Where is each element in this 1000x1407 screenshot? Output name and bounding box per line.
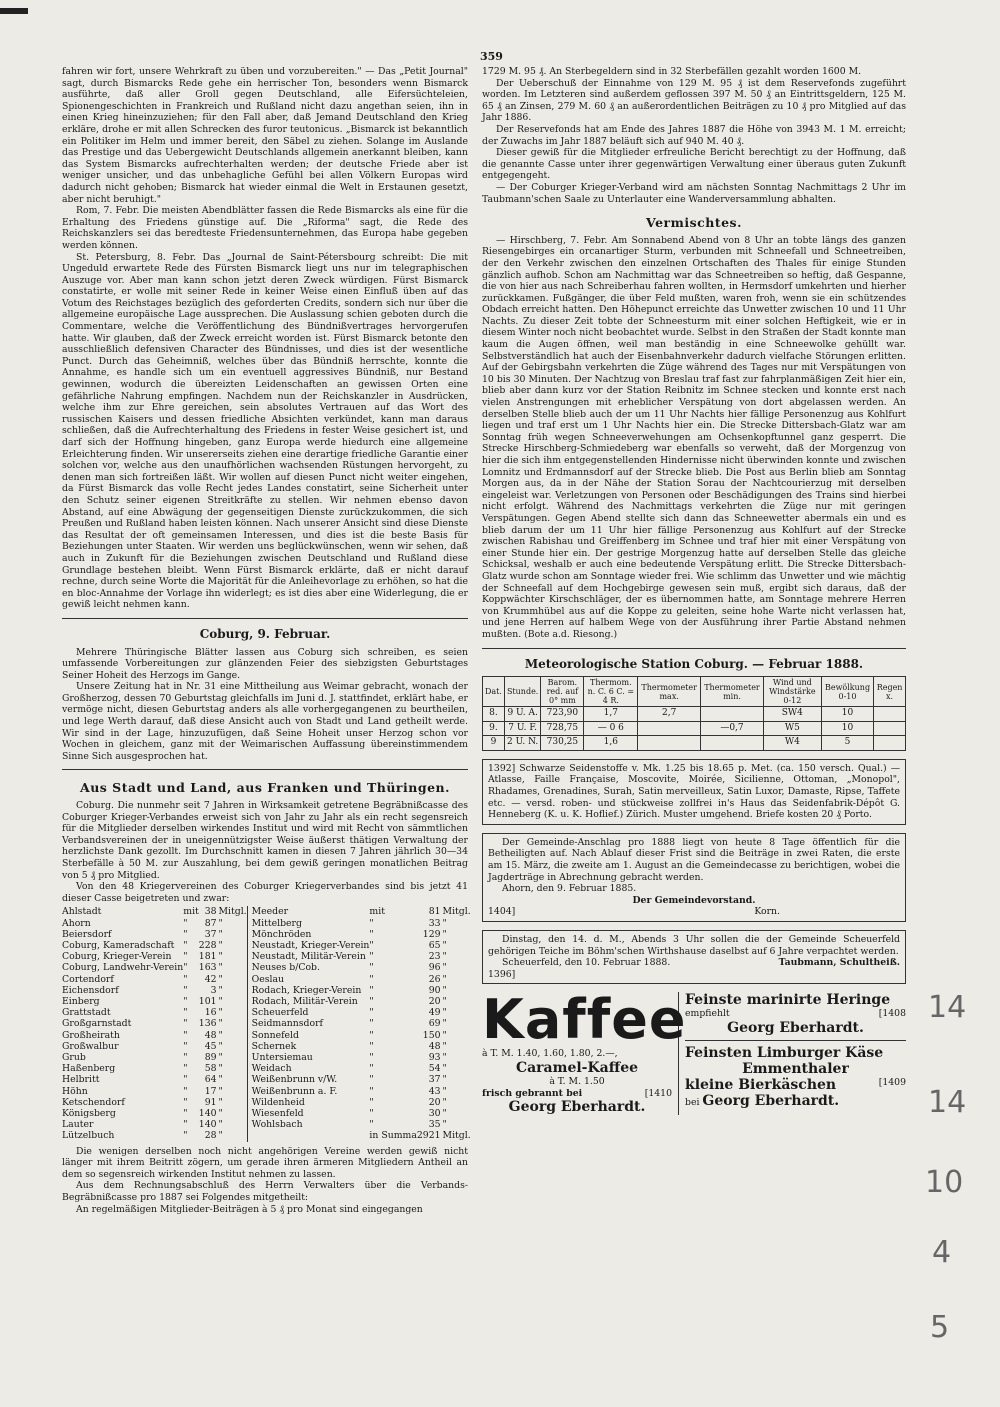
ad-text: à T. M. 1.50 (549, 1075, 605, 1087)
ad-name: Korn. (754, 906, 780, 918)
member-cell: " (218, 962, 223, 974)
article-paragraph: Von den 48 Kriegervereinen des Coburger Kriegerverbandes sind bis jetzt 41 dieser Casse beigetreten und zwar: (62, 881, 468, 904)
meteo-heading: Meteorologische Station Coburg. — Februar 1888. (524, 656, 864, 671)
member-cell: " (218, 1040, 223, 1052)
ad-number: [1410 (644, 1087, 672, 1099)
member-cell: 181 (198, 951, 217, 963)
member-cell: " (183, 1018, 188, 1030)
member-cell: Lützelbuch (62, 1130, 115, 1142)
member-cell: Königsberg (62, 1108, 116, 1120)
member-cell: 3 (210, 984, 217, 996)
article-paragraph: Mehrere Thüringische Blätter lassen aus Coburg sich schreiben, es seien umfassende Vorbereitungen zur glänzenden Feier des siebzigsten Geburtstages Seiner Hoheit des Herzogs im Gange. (62, 646, 468, 681)
member-cell: " (442, 1063, 447, 1075)
weather-cell: 1,6 (584, 736, 638, 751)
member-cell: 129 (422, 928, 441, 940)
article-paragraph: Rom, 7. Febr. Die meisten Abendblätter fassen die Rede Bismarcks als eine für die Erhaltung des Friedens günstige auf. Die „Riforma" sagt, die Rede des Reichskanzlers sei das beredteste Friedensunternehmen, das Europa habe gegeben werden können. (62, 205, 468, 251)
member-cell: Beiersdorf (62, 928, 112, 940)
member-cell: Untersiemau (247, 1052, 369, 1063)
member-cell: " (218, 1074, 223, 1086)
member-row (62, 906, 471, 917)
member-cell: Ketschendorf (62, 1096, 125, 1108)
member-cell: 89 (204, 1052, 217, 1064)
divider (685, 1040, 906, 1041)
member-cell: " (183, 1119, 188, 1131)
member-cell: " (442, 928, 447, 940)
ad-signature: Der Gemeindevorstand. (632, 894, 756, 906)
weather-cell: W5 (763, 721, 821, 736)
member-cell: 48 (428, 1040, 441, 1052)
member-cell: Neustadt, Militär-Verein (247, 951, 369, 962)
ad-title: kleine Bierkäschen (685, 1076, 837, 1093)
member-cell: 49 (428, 1007, 441, 1019)
member-cell: Mitgl. (218, 906, 247, 918)
article-paragraph: 1729 M. 95 ₰. An Sterbegeldern sind in 32 Sterbefällen gezahlt worden 1600 M. (482, 66, 862, 77)
member-cell: 101 (198, 996, 217, 1007)
member-cell: mit (183, 906, 199, 918)
member-row (62, 1119, 471, 1130)
weather-header: Wind und Windstärke 0-12 (763, 677, 821, 707)
divider (62, 769, 468, 770)
article-paragraph: Der Reservefonds hat am Ende des Jahres 1887 die Höhe von 3943 M. 1 M. erreicht; der Zuwachs im Jahr 1887 beläuft sich auf 940 M. 40 ₰. (482, 123, 906, 147)
ad-seller: Georg Eberhardt. (702, 1092, 840, 1109)
member-row (62, 1108, 471, 1119)
member-cell: " (218, 1130, 223, 1142)
member-cell: " (183, 1052, 188, 1064)
teiche-ad (482, 930, 906, 984)
member-cell: " (442, 1108, 447, 1120)
member-cell: " (183, 1096, 188, 1108)
handwritten-note: 4 (932, 1235, 952, 1270)
weather-cell: 8. (483, 707, 505, 722)
member-cell: " (369, 1063, 374, 1075)
member-cell: 48 (204, 1029, 217, 1041)
member-cell: 38 (204, 906, 217, 918)
member-cell: " (442, 1018, 447, 1030)
member-row (62, 1052, 471, 1063)
member-cell: " (442, 984, 447, 996)
member-cell: in Summa (369, 1130, 417, 1142)
member-cell: " (442, 1119, 447, 1131)
ad-text: empfiehlt (685, 1008, 730, 1020)
right-column (482, 66, 906, 1115)
member-cell: " (369, 1119, 374, 1131)
ad-text: Caramel-Kaffee (515, 1059, 639, 1076)
member-cell: Mittelberg (247, 918, 369, 929)
article-paragraph: St. Petersburg, 8. Febr. Das „Journal de Saint-Pétersbourg schreibt: Die mit Ungeduld erwartete Rede des Fürsten Bismarck liegt uns nur im telegraphischen Auszuge vor. Aber man kann schon jetzt deren Zweck würdigen. Fürst Bismarck constatirte, er wolle mit seiner Rede in keiner Weise einen Einfluß üben auf das Votum des Reichstages bezüglich des geforderten Credits, sondern sich nur über die allgemeine europäische Lage aussprechen. Die Auslassung schien geboten durch die Commentare, welche die Veröffentlichung des Bündnißvertrages hervorgerufen hatte. Wir glauben, daß der Zweck erreicht worden ist. Fürst Bismarck betonte den ausschließlich defensiven Character des Bündnisses, und dies ist der wesentliche Punct. Durch das Geheimniß, welches über das Bündniß herrschte, konnte die Annahme, es handle sich um ein eventuell aggressives Bündniß, nur Bestand gewinnen, wodurch die übereizten Leidenschaften an gewissen Orten eine gefährliche Nahrung empfingen. Nachdem nun der Reichskanzler in Ausdrücken, welche ihm zur Ehre gereichen, sein absolutes Vertrauen auf das Wort des russischen Kaisers und dessen friedliche Absichten verkündet, kann man daraus schließen, daß die Aufrechterhaltung des Friedens in fester Weise gesichert ist, und darf sich der Hoffnung hingeben, ganz Europa werde hiedurch eine allgemeine Erleichterung finden. Wir unsererseits ziehen eine derartige friedliche Garantie einer solchen vor, welche aus den unaufhörlichen wachsenden Rüstungen hervorgeht, zu denen man sich fortreißen läßt. Wir wollen auf diesen Punct nicht weiter eingehen, da Fürst Bismarck das volle Recht jedes Landes constatirt, seine Sicherheit unter den Schutz seiner eigenen Streitkräfte zu stellen. Wir nehmen ebenso davon Abstand, auf eine Abwägung der gegenseitigen Dienste zurückzukommen, die sich Preußen und Rußland haben leisten können. Nach unserer Ansicht sind diese Dienste das Resultat der oft gemeinsamen Interessen, und dies ist die beste Basis für Beziehungen unter Staaten. Wir werden uns beglückwünschen, wenn wir sehen, daß auch in Zukunft für die Beziehungen zwischen Deutschland und Rußland diese Grundlage bestehen bleibt. Wenn Fürst Bismarck erklärte, daß er nicht darauf rechne, durch seine Worte die Majorität für die Anleihevorlage zu erhöhen, so hat die en bloc-Annahme der Vorlage ihn widerlegt; es ist dies aber eine Widerlegung, die er gewiß leicht nehmen kann. (62, 251, 468, 611)
ad-text: bei (685, 1096, 700, 1108)
member-cell: " (218, 928, 223, 940)
member-row (62, 951, 471, 962)
weather-cell: —0,7 (701, 721, 764, 736)
member-cell: " (442, 1052, 447, 1064)
member-cell: 150 (422, 1029, 441, 1041)
member-cell: 37 (428, 1074, 441, 1086)
member-cell: " (369, 1074, 374, 1086)
weather-cell: 2 U. N. (504, 736, 540, 751)
member-cell: Weißenbrunn v/W. (247, 1074, 369, 1085)
member-cell: " (442, 1007, 447, 1019)
member-cell: " (369, 962, 374, 974)
member-cell: " (218, 973, 223, 985)
weather-header: Regen x. (874, 677, 906, 707)
member-cell: " (218, 917, 223, 929)
member-cell: " (183, 1007, 188, 1019)
left-column (62, 66, 471, 1215)
member-cell: " (442, 962, 447, 974)
silk-ad (482, 759, 906, 825)
handwritten-note: 14 (928, 1085, 967, 1120)
member-cell: Höhn (62, 1085, 88, 1097)
article-paragraph: fahren wir fort, unsere Wehrkraft zu üben und vorzubereiten." — Das „Petit Journal" sagt, durch Bismarcks Rede gehe ein herrischer Ton, besonders wenn Bismarck ausführte, daß aller Groll gegen Deutschland, alle Eifersüchteleien, Spionengeschichten in Frankreich und Rußland nicht dazu angethan seien, ihn in einen Krieg hineinzuziehen; für den Fall aber, daß Jemand Deutschland den Krieg erkläre, drohe er mit allen Schrecken des furor teutonicus. „Bismarck ist bekanntlich ein Politiker im Helm und immer bereit, den Säbel zu ziehen. Solange im Auslande das Prestige und das Uebergewicht Deutschlands allgemein anerkannt bleiben, kann das System Bismarcks aufrechterhalten werden; der deutsche Friede aber ist weniger unsicher, und das unbehagliche Gefühl bei allen Völkern Europas wird dadurch nicht gehoben; Bismarck hat wieder einmal die Welt in Erstaunen gesetzt, aber nicht beruhigt." (62, 66, 468, 205)
member-cell: 37 (204, 928, 217, 940)
ad-number: [1408 (878, 1008, 906, 1020)
member-row (62, 1018, 471, 1029)
weather-cell: 7 U. F. (504, 721, 540, 736)
member-cell: Schernek (247, 1041, 369, 1052)
member-cell: 26 (428, 973, 441, 985)
weather-cell: 730,25 (541, 736, 584, 751)
member-row (62, 985, 471, 996)
grocery-ads (482, 988, 906, 1116)
member-cell: 45 (204, 1040, 217, 1052)
weather-row (483, 707, 906, 722)
ad-seller: Georg Eberhardt. (727, 1019, 864, 1036)
kaffee-title: Kaffee (482, 988, 687, 1052)
member-cell: " (442, 1085, 447, 1097)
member-cell: " (369, 1007, 374, 1019)
section-heading: Aus Stadt und Land, aus Franken und Thüringen. (80, 780, 450, 796)
weather-cell (874, 721, 906, 736)
weather-cell: 10 (821, 721, 873, 736)
weather-cell (701, 736, 764, 751)
member-cell: " (218, 1085, 223, 1097)
hering-kaese-ads (679, 992, 906, 1115)
weather-row (483, 721, 906, 736)
weather-header: Thermometer max. (638, 677, 701, 707)
member-cell: " (183, 973, 188, 985)
member-cell: " (183, 996, 188, 1007)
article-paragraph: Dieser gewiß für die Mitglieder erfreuliche Bericht berechtigt zu der Hoffnung, daß die genannte Casse unter ihrer gegenwärtigen Verwaltung einer überaus guten Zukunft entgegengeht. (482, 147, 906, 182)
member-cell: 35 (428, 1119, 441, 1131)
member-cell: Neuses b/Cob. (247, 962, 369, 973)
member-cell: " (183, 951, 188, 963)
member-cell: 20 (428, 996, 441, 1007)
member-cell: " (369, 973, 374, 985)
ad-title: Emmenthaler (742, 1060, 849, 1077)
member-cell: " (183, 1108, 188, 1120)
member-cell: Cortendorf (62, 973, 114, 985)
article-paragraph: An regelmäßigen Mitglieder-Beiträgen à 5 ₰ pro Monat sind eingegangen (76, 1203, 423, 1215)
member-cell: " (369, 984, 374, 996)
member-cell: 228 (198, 939, 217, 951)
weather-header: Stunde. (504, 677, 540, 707)
member-row (62, 918, 471, 929)
weather-cell: 10 (821, 707, 873, 722)
ad-text: Scheuerfeld, den 10. Februar 1888. (502, 957, 671, 969)
ad-text: Dinstag, den 14. d. M., Abends 3 Uhr sollen die der Gemeinde Scheuerfeld gehörigen Teiche im Böhm'schen Wirthshause daselbst auf 6 Jahre verpachtet werden. (488, 934, 900, 957)
article-paragraph: Der Ueberschuß der Einnahme von 129 M. 95 ₰ ist dem Reservefonds zugeführt worden. Im Letzteren sind außerdem geflossen 397 M. 50 ₰ an Eintrittsgeldern, 125 M. 65 ₰ an Zinsen, 279 M. 60 ₰ an außerordentlichen Beiträgen zu 10 ₰ pro Mitglied auf das Jahr 1886. (482, 77, 906, 124)
member-row (62, 929, 471, 940)
member-cell: 87 (204, 917, 217, 929)
member-cell: Grattstadt (62, 1007, 111, 1019)
member-cell: Helbritt (62, 1074, 100, 1086)
article-paragraph: — Der Coburger Krieger-Verband wird am nächsten Sonntag Nachmittags 2 Uhr im Taubmann'schen Saale zu Unterlauter eine Wanderversammlung abhalten. (482, 181, 906, 205)
member-cell: " (183, 1029, 188, 1041)
weather-row (483, 736, 906, 751)
article-paragraph: Aus dem Rechnungsabschluß des Herrn Verwalters über die Verbands-Begräbnißcasse pro 1887 sei Folgendes mitgetheilt: (62, 1180, 468, 1204)
member-cell: Ahlstadt (62, 906, 102, 918)
member-cell: 91 (204, 1096, 217, 1108)
member-cell: 64 (204, 1074, 217, 1086)
member-cell: " (218, 1007, 223, 1019)
member-cell: " (369, 917, 374, 929)
member-cell: " (218, 1063, 223, 1075)
member-row (62, 1063, 471, 1074)
weather-cell: 2,7 (638, 707, 701, 722)
ad-text: Ahorn, den 9. Februar 1885. (502, 883, 637, 895)
member-cell: Coburg, Krieger-Verein (62, 951, 172, 963)
member-cell (247, 1130, 369, 1141)
member-cell: " (183, 917, 188, 929)
ad-seller: Georg Eberhardt. (508, 1099, 646, 1116)
member-row (62, 974, 471, 985)
ad-title: Feinsten Limburger Käse (685, 1044, 884, 1061)
member-row (62, 1074, 471, 1085)
divider (482, 648, 906, 649)
member-cell: 17 (204, 1085, 217, 1097)
member-cell: Coburg, Landwehr-Verein (62, 962, 184, 974)
weather-cell: 1,7 (584, 707, 638, 722)
edge-mark (0, 8, 28, 14)
member-row (62, 996, 471, 1007)
member-cell: " (442, 1096, 447, 1108)
member-cell: " (183, 939, 188, 951)
member-row (62, 1030, 471, 1041)
member-cell: 58 (204, 1063, 217, 1075)
weather-cell: SW4 (763, 707, 821, 722)
member-row (62, 1086, 471, 1097)
member-cell: Haßenberg (62, 1063, 116, 1075)
member-cell: 2921 (416, 1130, 441, 1142)
member-cell: 163 (198, 962, 217, 974)
member-table (62, 906, 471, 1141)
member-cell: " (218, 996, 223, 1007)
member-cell: " (369, 996, 374, 1007)
member-cell: Wiesenfeld (247, 1108, 369, 1119)
weather-cell: 728,75 (541, 721, 584, 736)
ad-signature: Taubmann, Schultheiß. (778, 957, 900, 969)
member-cell: Rodach, Militär-Verein (247, 996, 369, 1007)
member-cell: 65 (428, 939, 441, 951)
member-cell: " (218, 1052, 223, 1064)
member-cell: Oeslau (247, 974, 369, 985)
ad-number: 1396] (488, 968, 516, 980)
ad-title: Feinste marinirte Heringe (685, 992, 891, 1009)
weather-cell (874, 736, 906, 751)
member-cell: " (442, 951, 447, 963)
weather-header-row (483, 677, 906, 707)
member-cell: 96 (428, 962, 441, 974)
member-cell: Mönchröden (247, 929, 369, 940)
member-cell: 43 (428, 1085, 441, 1097)
member-cell: Meeder (247, 906, 369, 917)
member-cell: Coburg, Kameradschaft (62, 939, 175, 951)
member-cell: Einberg (62, 996, 100, 1007)
member-cell: " (218, 984, 223, 996)
member-cell: " (369, 1052, 374, 1064)
member-cell: " (183, 1085, 188, 1097)
member-cell: " (183, 984, 188, 996)
member-cell: " (369, 951, 374, 963)
article-paragraph: Die wenigen derselben noch nicht angehörigen Vereine werden gewiß nicht länger mit ihrem Beitritt zögern, um gerade ihren ärmeren Mitgliedern Antheil an dem so segensreich wirkenden Institut nehmen zu lassen. (62, 1145, 468, 1180)
member-cell: " (183, 1074, 188, 1086)
ad-text: Der Gemeinde-Anschlag pro 1888 liegt von heute 8 Tage öffentlich für die Betheiligten auf. Nach Ablauf dieser Frist sind die Beiträge in zwei Raten, die erste am 15. März, die zweite am 1. August an die Gemeindecasse zu berichtigen, wobei die Jagderträge in Abrechnung gebracht werden. (488, 836, 900, 883)
member-cell: " (218, 1108, 223, 1120)
member-cell: Rodach, Krieger-Verein (247, 985, 369, 996)
member-cell: " (369, 1040, 374, 1052)
member-row (62, 962, 471, 973)
coburg-heading: Coburg, 9. Februar. (199, 626, 331, 641)
member-row (62, 1097, 471, 1108)
weather-header: Thermometer min. (701, 677, 764, 707)
member-cell: " (369, 1096, 374, 1108)
member-cell: " (218, 951, 223, 963)
member-cell: Weißenbrunn a. F. (247, 1086, 369, 1097)
member-cell: Wildenheid (247, 1097, 369, 1108)
member-cell: 54 (428, 1063, 441, 1075)
member-cell: " (218, 1096, 223, 1108)
member-cell: " (442, 973, 447, 985)
member-row (62, 1041, 471, 1052)
member-cell: 81 (428, 906, 441, 918)
member-cell: Mitgl. (442, 906, 471, 918)
weather-header: Dat. (483, 677, 505, 707)
member-cell: " (183, 1063, 188, 1075)
article-paragraph: Coburg. Die nunmehr seit 7 Jahren in Wirksamkeit getretene Begräbnißcasse des Coburger Krieger-Verbandes erweist sich von Jahr zu Jahr als ein recht segensreich für die Mitglieder derselben wirkendes Institut und wird mit Recht von sämmtlichen Verbandsvereinen der in uneigennützigster Weise äußerst thätigen Verwaltung der herzlichste Dank gezollt. Im Durchschnitt kamen in diesen 7 Jahren jährlich 30—34 Sterbefälle à 50 M. zur Auszahlung, bei dem gewiß geringen monatlichen Beitrag von 5 ₰ pro Mitglied. (62, 800, 468, 881)
member-cell: " (369, 1085, 374, 1097)
member-cell: Großgarnstadt (62, 1018, 132, 1030)
weather-cell (638, 721, 701, 736)
member-cell: " (183, 928, 188, 940)
weather-cell: 9 U. A. (504, 707, 540, 722)
ad-text: frisch gebrannt bei (482, 1087, 583, 1099)
member-cell: " (442, 996, 447, 1007)
kaffee-ad (482, 988, 687, 1116)
member-cell: " (183, 962, 188, 974)
member-cell: Großwalbur (62, 1040, 119, 1052)
member-cell: 140 (198, 1108, 217, 1120)
article-paragraph: Unsere Zeitung hat in Nr. 31 eine Mittheilung aus Weimar gebracht, wonach der Großherzog, dessen 70 Geburtstag gleichfalls im Juni d. J. stattfindet, erklärt habe, er vermöge nicht, diesen Geburtstag anders als alle vorhergegangenen zu beurtheilen, und lege Werth darauf, daß diese Ansicht auch von Stadt und Land getheilt werde. Wir sind in der Lage, hinzuzufügen, daß Seine Hoheit unser Herzog schon vor Wochen in gleichem, ganz mit der Weimarischen Auffassung übereinstimmendem Sinne Sich ausgesprochen hat. (62, 681, 468, 762)
ad-number: [1409 (878, 1076, 906, 1088)
weather-header: Thermom. n. C. 6 C. = 4 R. (584, 677, 638, 707)
member-cell: 33 (428, 917, 441, 929)
weather-cell (874, 707, 906, 722)
member-cell: " (369, 1108, 374, 1120)
member-cell: Mitgl. (442, 1130, 471, 1142)
weather-cell: 9 (483, 736, 505, 751)
member-cell: Wohlsbach (247, 1119, 369, 1130)
member-cell: " (369, 928, 374, 940)
member-cell: Großheirath (62, 1029, 120, 1041)
member-cell: Scheuerfeld (247, 1007, 369, 1018)
weather-cell: W4 (763, 736, 821, 751)
weather-cell (638, 736, 701, 751)
member-row (62, 1007, 471, 1018)
member-cell: 20 (428, 1096, 441, 1108)
member-cell: 69 (428, 1018, 441, 1030)
member-cell: " (369, 1018, 374, 1030)
weather-header: Barom. red. auf 0° mm (541, 677, 584, 707)
member-cell: mit (369, 906, 385, 918)
member-cell: Weidach (247, 1063, 369, 1074)
gemeinde-ad (482, 833, 906, 922)
member-cell: Sonnefeld (247, 1030, 369, 1041)
member-cell: " (442, 939, 447, 951)
member-cell: 93 (428, 1052, 441, 1064)
member-cell: " (218, 939, 223, 951)
handwritten-note: 5 (930, 1310, 950, 1345)
member-cell: 140 (198, 1119, 217, 1131)
member-cell: 42 (204, 973, 217, 985)
divider (62, 618, 468, 619)
member-cell: " (442, 1040, 447, 1052)
member-cell: " (218, 1018, 223, 1030)
member-cell: 23 (428, 951, 441, 963)
weather-cell: 5 (821, 736, 873, 751)
member-cell: " (442, 1074, 447, 1086)
member-cell: Neustadt, Krieger-Verein (247, 940, 369, 951)
member-cell: Lauter (62, 1119, 94, 1131)
weather-cell: — 0 6 (584, 721, 638, 736)
member-cell: " (442, 917, 447, 929)
member-cell: " (183, 1130, 188, 1142)
member-cell: " (183, 1040, 188, 1052)
member-cell: " (442, 1029, 447, 1041)
member-cell: Ahorn (62, 917, 91, 929)
member-cell: " (218, 1029, 223, 1041)
weather-header: Bewölkung 0-10 (821, 677, 873, 707)
member-cell: 28 (204, 1130, 217, 1142)
ad-number: 1404] (488, 906, 516, 918)
weather-table (482, 676, 906, 751)
member-cell: 30 (428, 1108, 441, 1120)
article-paragraph: — Hirschberg, 7. Febr. Am Sonnabend Abend von 8 Uhr an tobte längs des ganzen Riesengebirges ein orcanartiger Sturm, verbunden mit Schneefall und Schneetreiben, der den Verkehr zwischen den einzelnen Ortschaften des Thales für einige Stunden gänzlich aufhob. Schon am Nachmittag war das Schneetreiben so heftig, daß Gespanne, die von hier aus nach Schreiberhau fahren wollten, in Hermsdorf umkehrten und hierher zurückkamen. Fußgänger, die über Feld mußten, waren froh, wenn sie ein schützendes Obdach erreicht hatten. Den Höhepunct erreichte das Unwetter zwischen 10 und 11 Uhr Nachts. Zu dieser Zeit tobte der Schneesturm mit einer solchen Heftigkeit, wie er in diesem Winter noch nicht beobachtet wurde. Selbst in den Straßen der Stadt konnte man kaum die Augen öffnen, weil man beständig in eine Schneewolke gehüllt war. Selbstverständlich hat auch der Eisenbahnverkehr dadurch vielfache Störungen erlitten. Auf der Gebirgsbahn verkehrten die Züge während des Tages nur mit Verspätungen von 10 bis 30 Minuten. Der Nachtzug von Breslau traf fast zur fahrplanmäßigen Zeit hier ein, blieb aber dann kurz vor der Station Reibnitz im Schnee stecken und konnte erst nach vielen Anstrengungen mit erheblicher Verspätung von dort abgelassen werden. An derselben Stelle blieb auch der um 11 Uhr Nachts hier fällige Personenzug aus Kohlfurt liegen und traf erst um 1 Uhr Nachts hier ein. Die Strecke Dittersbach-Glatz war am Sonntag früh wegen Schneeverwehungen am Ochsenkopftunnel ganz gesperrt. Die Strecke Hirschberg-Schmiedeberg war ebenfalls so verweht, daß der Morgenzug von hier die sich ihm entgegenstellenden Hindernisse nicht überwinden konnte und zwischen Lomnitz und Erdmannsdorf auf der Strecke blieb. Die Post aus Berlin blieb am Sonntag Morgen aus, da in der Nähe der Station Sorau der Nachtcourierzug mit derselben eingeleist war. Verletzungen von Personen oder Beschädigungen des Trains sind hierbei nicht erfolgt. Während des Nachmittags verkehrten die Züge nur mit geringen Verspätungen. Gegen Abend stellte sich dann das Schneewetter abermals ein und es blieb darum der um 11 Uhr hier fällige Personenzug aus Kohlfurt auf der Strecke zwischen Rabishau und Greiffenberg im Schnee und traf hier mit einer Verspätung von einer Stunde hier ein. Der gestrige Morgenzug hatte auf derselben Stelle das gleiche Schicksal, weshalb er auch eine bedeutende Verspätung erlitt. Die Strecke Dittersbach-Glatz wurde schon am Sonntage wieder frei. Wie schlimm das Unwetter und wie mächtig der Schneefall auf dem Hochgebirge gewesen sein muß, ergibt sich daraus, daß der Koppwächter Kirschschläger, der es übernommen hatte, am Sonntage mehrere Herren von Krummhübel aus auf die Koppe zu geleiten, seine hohe Warte nicht verlassen hat, und jene Herren auf halbem Wege von der Ausführung ihrer Partie Abstand nehmen mußten. (Bote a.d. Riesong.) (482, 234, 906, 640)
member-cell: Seidmannsdorf (247, 1018, 369, 1029)
member-cell: " (369, 1029, 374, 1041)
member-cell: " (218, 1119, 223, 1131)
member-cell: 90 (428, 984, 441, 996)
section-heading: Vermischtes. (646, 215, 742, 231)
member-cell: " (369, 939, 374, 951)
handwritten-note: 14 (928, 990, 967, 1025)
member-cell: 136 (198, 1018, 217, 1030)
weather-cell: 723,90 (541, 707, 584, 722)
member-cell: 16 (204, 1007, 217, 1019)
member-row (62, 1130, 471, 1141)
handwritten-note: 10 (925, 1165, 964, 1200)
ad-text: à T. M. 1.40, 1.60, 1.80, 2.—, (482, 1048, 618, 1060)
weather-cell (701, 707, 764, 722)
page-number: 359 (480, 50, 503, 63)
weather-cell: 9. (483, 721, 505, 736)
member-row (62, 940, 471, 951)
member-cell: Eichensdorf (62, 984, 119, 996)
ad-text: 1392] Schwarze Seidenstoffe v. Mk. 1.25 bis 18.65 p. Met. (ca. 150 versch. Qual.) — Atlasse, Faille Française, Moscovite, Moirée, Sicilienne, Ottoman, „Monopol", Rhadames, Grenadines, Surah, Satin merveilleux, Satin Luxor, Damaste, Ripse, Taffete etc. — versd. roben- und stückweise zollfrei in's Haus das Seidenfabrik-Dépôt G. Henneberg (K. u. K. Hoflief.) Zürich. Muster umgehend. Briefe kosten 20 ₰ Porto. (488, 762, 900, 821)
member-cell: Grub (62, 1052, 86, 1064)
